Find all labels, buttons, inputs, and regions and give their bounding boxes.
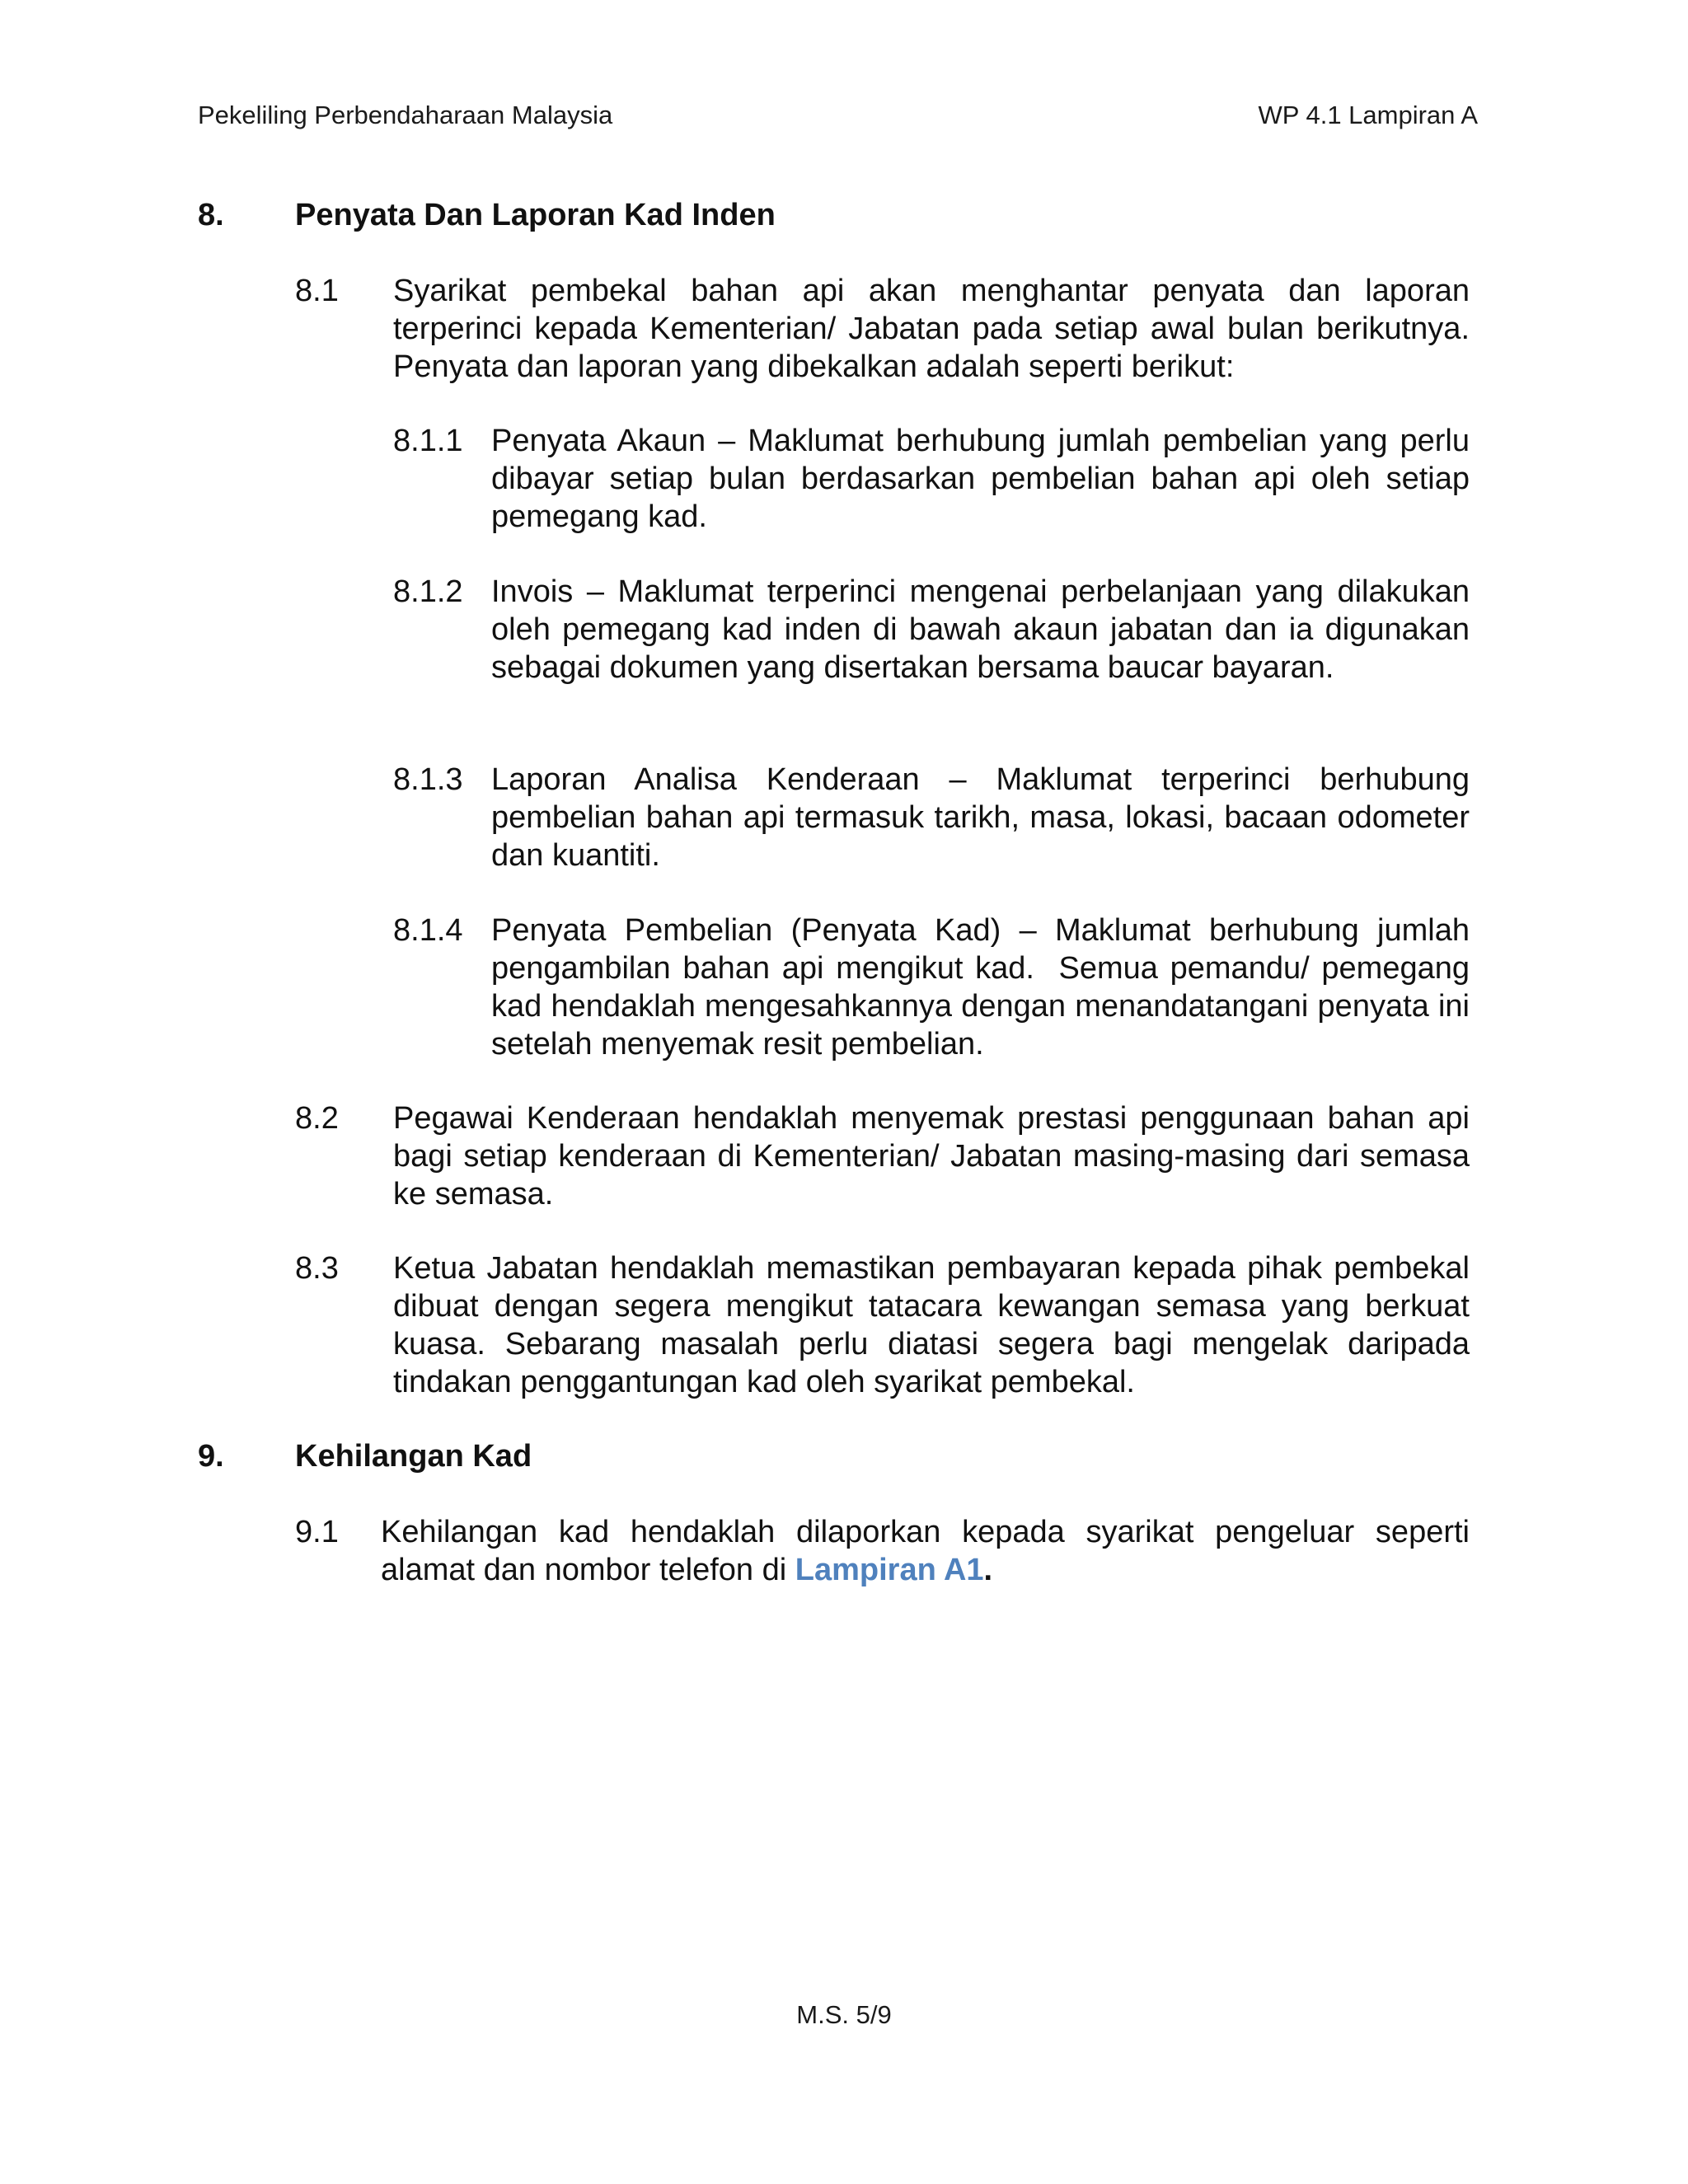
section-8-number: 8. xyxy=(198,198,224,232)
para-9-1-end: . xyxy=(983,1553,993,1587)
section-8-title: Penyata Dan Laporan Kad Inden xyxy=(295,198,776,232)
section-9-number: 9. xyxy=(198,1439,224,1474)
para-8-1-4-text: Penyata Pembelian (Penyata Kad) – Maklumat berhubung jumlah pengambilan bahan api mengikut kad. Semua pemandu/ pemegang kad hendaklah mengesahkannya dengan menandatangani penyata ini setelah menyemak resit pembelian. xyxy=(491,913,1479,1062)
para-8-3-text: Ketua Jabatan hendaklah memastikan pembayaran kepada pihak pembekal dibuat dengan segera mengikut tatacara kewangan semasa yang berkuat kuasa. Sebarang masalah perlu diatasi segera bagi mengelak daripada tindakan penggantungan kad oleh syarikat pembekal. xyxy=(393,1251,1470,1399)
para-9-1-text xyxy=(381,1513,1470,1589)
header-right: WP 4.1 Lampiran A xyxy=(1258,101,1478,129)
para-9-1-body: Kehilangan kad hendaklah dilaporkan kepada syarikat pengeluar seperti alamat dan nombor telefon di xyxy=(381,1515,1470,1587)
para-8-1-2-text: Invois – Maklumat terperinci mengenai perbelanjaan yang dilakukan oleh pemegang kad inden di bawah akaun jabatan dan ia digunakan sebagai dokumen yang disertakan bersama baucar bayaran. xyxy=(491,574,1470,685)
para-8-3-number: 8.3 xyxy=(295,1251,339,1286)
para-8-1-1-number: 8.1.1 xyxy=(393,424,463,458)
para-8-2-text: Pegawai Kenderaan hendaklah menyemak prestasi penggunaan bahan api bagi setiap kenderaan di Kementerian/ Jabatan masing-masing dari semasa ke semasa. xyxy=(393,1101,1470,1212)
para-9-1-number: 9.1 xyxy=(295,1515,339,1549)
para-8-1-2-number: 8.1.2 xyxy=(393,574,463,609)
para-8-2-number: 8.2 xyxy=(295,1101,339,1136)
section-9-title: Kehilangan Kad xyxy=(295,1439,532,1474)
lampiran-a1-link[interactable]: Lampiran A1 xyxy=(795,1553,984,1587)
header-left: Pekeliling Perbendaharaan Malaysia xyxy=(198,101,613,129)
page-number: M.S. 5/9 xyxy=(796,2000,892,2029)
para-8-1-1-text: Penyata Akaun – Maklumat berhubung jumlah pembelian yang perlu dibayar setiap bulan berdasarkan pembelian bahan api oleh setiap pemegang kad. xyxy=(491,424,1470,534)
para-8-1-text: Syarikat pembekal bahan api akan menghantar penyata dan laporan terperinci kepada Kementerian/ Jabatan pada setiap awal bulan berikutnya. Penyata dan laporan yang dibekalkan adalah seperti berikut: xyxy=(393,274,1470,384)
para-8-1-3-number: 8.1.3 xyxy=(393,762,463,797)
para-8-1-3-text: Laporan Analisa Kenderaan – Maklumat terperinci berhubung pembelian bahan api termasuk tarikh, masa, lokasi, bacaan odometer dan kuantiti. xyxy=(491,762,1470,873)
para-8-1-number: 8.1 xyxy=(295,274,339,308)
para-8-1-4-number: 8.1.4 xyxy=(393,913,463,948)
